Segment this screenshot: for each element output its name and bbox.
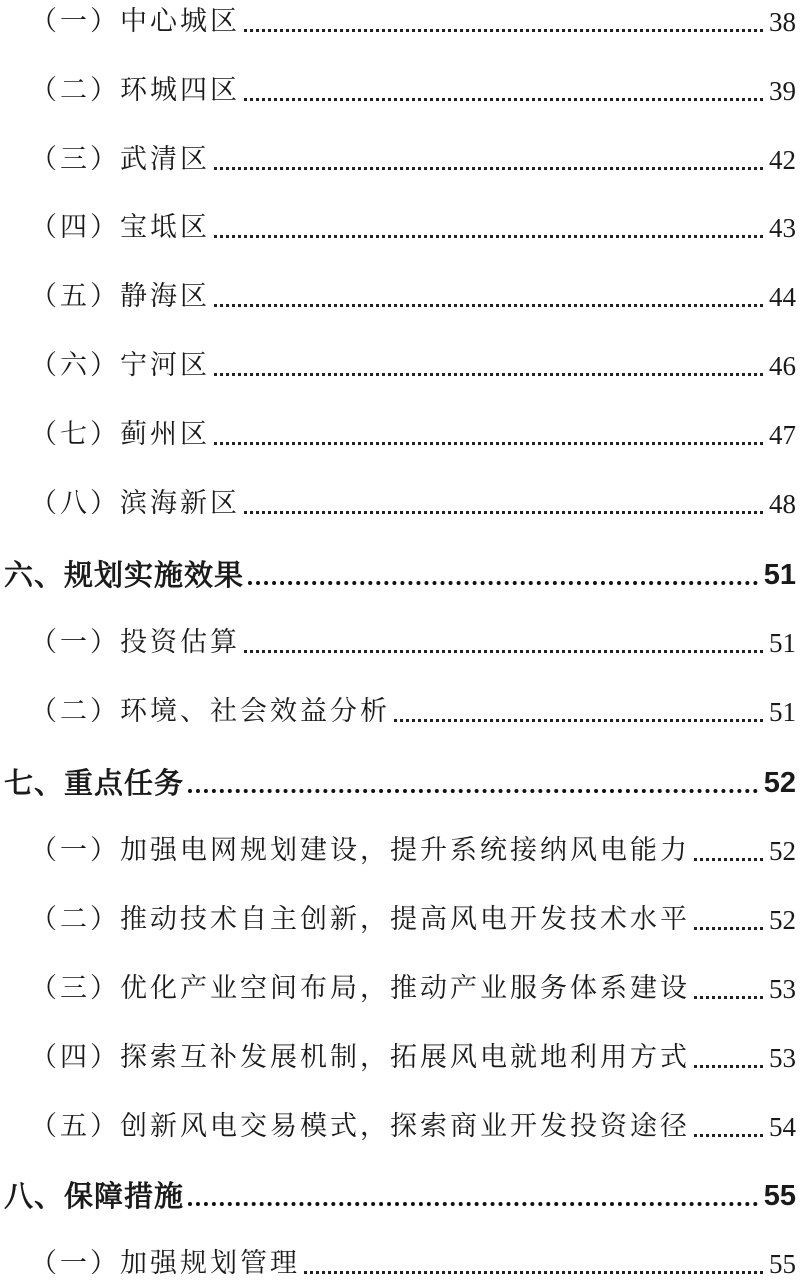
dot-leader	[304, 1271, 763, 1274]
toc-entry-page: 53	[769, 974, 796, 1004]
toc-chapter-title: 六、规划实施效果	[4, 558, 245, 592]
toc-entry[interactable]	[0, 206, 800, 246]
toc-entry[interactable]	[0, 413, 800, 453]
toc-entry-title: （二）推动技术自主创新，提高风电开发技术水平	[30, 904, 690, 935]
toc-entry-title: （一）加强电网规划建设，提升系统接纳风电能力	[30, 835, 690, 866]
toc-chapter-page: 55	[763, 1180, 796, 1212]
toc-entry-page: 39	[769, 76, 796, 106]
toc-entry-page: 47	[769, 420, 796, 450]
toc-entry-page: 44	[769, 282, 796, 312]
dot-leader	[248, 581, 758, 585]
toc-entry-page: 52	[769, 836, 796, 866]
toc-entry-title: （二）环城四区	[30, 75, 240, 106]
toc-entry-page: 43	[769, 213, 796, 243]
toc-entry-page: 46	[769, 351, 796, 381]
toc-entry[interactable]	[0, 1242, 800, 1282]
toc-entry[interactable]	[0, 69, 800, 109]
dot-leader	[188, 789, 758, 793]
dot-leader	[214, 304, 763, 307]
toc-entry-title: （一）投资估算	[30, 627, 240, 658]
toc-entry-title: （四）探索互补发展机制，拓展风电就地利用方式	[30, 1042, 690, 1073]
toc-entry-title: （六）宁河区	[30, 350, 210, 381]
dot-leader	[394, 719, 763, 722]
toc-chapter-entry[interactable]	[0, 761, 800, 801]
toc-entry-title: （一）加强规划管理	[30, 1248, 300, 1279]
toc-entry[interactable]	[0, 690, 800, 730]
toc-entry-title: （五）创新风电交易模式，探索商业开发投资途径	[30, 1111, 690, 1142]
dot-leader	[244, 511, 763, 514]
toc-entry-page: 42	[769, 145, 796, 175]
toc-entry-page: 51	[769, 628, 796, 658]
dot-leader	[214, 167, 763, 170]
toc-entry-title: （七）蓟州区	[30, 419, 210, 450]
dot-leader	[694, 996, 763, 999]
toc-chapter-entry[interactable]	[0, 553, 800, 593]
toc-chapter-page: 51	[763, 559, 796, 591]
toc-chapter-entry[interactable]	[0, 1174, 800, 1214]
toc-entry-title: （八）滨海新区	[30, 488, 240, 519]
toc-chapter-title: 七、重点任务	[4, 766, 185, 800]
toc-entry-title: （三）优化产业空间布局，推动产业服务体系建设	[30, 973, 690, 1004]
toc-entry[interactable]	[0, 275, 800, 315]
toc-entry[interactable]	[0, 138, 800, 178]
dot-leader	[694, 1065, 763, 1068]
dot-leader	[694, 1134, 763, 1137]
toc-entry-title: （三）武清区	[30, 144, 210, 175]
dot-leader	[214, 373, 763, 376]
toc-entry[interactable]	[0, 344, 800, 384]
toc-chapter-page: 52	[763, 767, 796, 799]
dot-leader	[188, 1202, 758, 1206]
toc-entry-title: （二）环境、社会效益分析	[30, 696, 390, 727]
toc-entry-page: 51	[769, 697, 796, 727]
toc-entry[interactable]	[0, 898, 800, 938]
toc-entry[interactable]	[0, 1036, 800, 1076]
toc-entry-page: 52	[769, 905, 796, 935]
dot-leader	[214, 442, 763, 445]
toc-entry-page: 54	[769, 1112, 796, 1142]
dot-leader	[244, 98, 763, 101]
toc-entry-title: （一）中心城区	[30, 6, 240, 37]
toc-entry-page: 48	[769, 489, 796, 519]
dot-leader	[244, 650, 763, 653]
toc-entry-page: 38	[769, 7, 796, 37]
toc-entry[interactable]	[0, 1105, 800, 1145]
toc-entry[interactable]	[0, 967, 800, 1007]
toc-entry[interactable]	[0, 829, 800, 869]
toc-entry[interactable]	[0, 0, 800, 40]
toc-entry[interactable]	[0, 621, 800, 661]
dot-leader	[214, 235, 763, 238]
toc-entry-page: 53	[769, 1043, 796, 1073]
toc-entry[interactable]	[0, 482, 800, 522]
dot-leader	[694, 858, 763, 861]
toc-chapter-title: 八、保障措施	[4, 1179, 185, 1213]
dot-leader	[694, 927, 763, 930]
toc-entry-page: 55	[769, 1249, 796, 1279]
toc-entry-title: （四）宝坻区	[30, 212, 210, 243]
dot-leader	[244, 29, 763, 32]
toc-entry-title: （五）静海区	[30, 281, 210, 312]
